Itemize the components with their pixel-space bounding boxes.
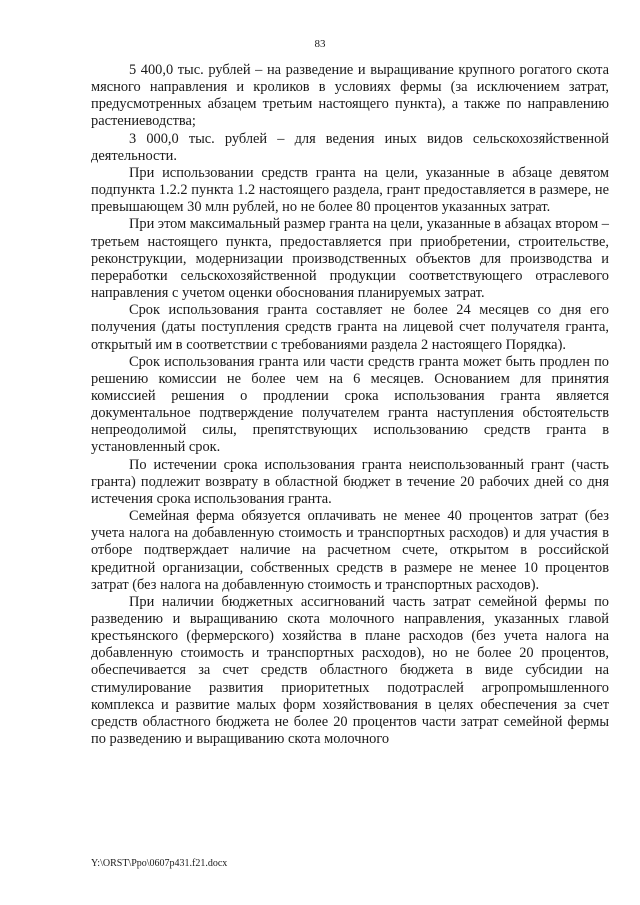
paragraph-grant-other-activities: 3 000,0 тыс. рублей – для ведения иных видов сельскохозяйственной деятельности. bbox=[91, 130, 609, 164]
paragraph-grant-ninth-abzac: При использовании средств гранта на цели, указанные в абзаце девятом подпункта 1.2.2 пункта 1.2 настоящего раздела, грант предоставляется в размере, не превышающем 30 млн рублей, но не более 80 процентов указанных затрат. bbox=[91, 164, 609, 216]
paragraph-family-farm-obligation: Семейная ферма обязуется оплачивать не менее 40 процентов затрат (без учета налога на добавленную стоимость и транспортных расходов) и для участия в отборе подтверждает наличие на расчетном счете, открытом в российской кредитной организации, собственных средств в размере не менее 10 процентов затрат (без налога на добавленную стоимость и транспортных расходов). bbox=[91, 508, 609, 593]
document-body bbox=[91, 62, 609, 748]
paragraph-unused-grant-return: По истечении срока использования гранта неиспользованный грант (часть гранта) подлежит возврату в областной бюджет в течение 20 рабочих дней со дня истечения срока использования гранта. bbox=[91, 456, 609, 507]
paragraph-max-grant-size: При этом максимальный размер гранта на цели, указанные в абзацах втором – третьем настоящего пункта, предоставляется при приобретении, строительстве, реконструкции, модернизации производственных объектов для производства и переработки сельскохозяйственной продукции соответствующего отраслевого направления с учетом оценки обоснования планируемых затрат. bbox=[91, 216, 609, 302]
paragraph-grant-cattle-rabbits: 5 400,0 тыс. рублей – на разведение и выращивание крупного рогатого скота мясного направления и кроликов в условиях фермы (за исключением затрат, предусмотренных абзацем третьим настоящего пункта), а также по направлению растениеводства; bbox=[91, 62, 609, 130]
paragraph-term-extension: Срок использования гранта или части средств гранта может быть продлен по решению комиссии не более чем на 6 месяцев. Основанием для принятия комиссией решения о продлении срока использования гранта является документальное подтверждение получателем гранта наступления обстоятельств непреодолимой силы, препятствующих использованию средств гранта в установленный срок. bbox=[91, 353, 609, 456]
paragraph-grant-usage-term: Срок использования гранта составляет не более 24 месяцев со дня его получения (даты поступления средств гранта на лицевой счет получателя гранта, открытый им в соответствии с требованиями раздела 2 настоящего Порядка). bbox=[91, 302, 609, 353]
paragraph-budget-allocation: При наличии бюджетных ассигнований часть затрат семейной фермы по разведению и выращиванию скота молочного направления, указанных главой крестьянского (фермерского) хозяйства в плане расходов (без учета налога на добавленную стоимость и транспортных расходов), но не более 20 процентов, обеспечивается за счет средств областного бюджета в виде субсидии на стимулирование развития приоритетных подотраслей агропромышленного комплекса и развитие малых форм хозяйствования в целях обеспечения за счет средств областного бюджета не более 20 процентов части затрат семейной фермы по разведению и выращиванию скота молочного bbox=[91, 593, 609, 748]
page-number: 83 bbox=[314, 38, 326, 50]
footer-file-path: Y:\ORST\Ppo\0607p431.f21.docx bbox=[91, 858, 228, 869]
